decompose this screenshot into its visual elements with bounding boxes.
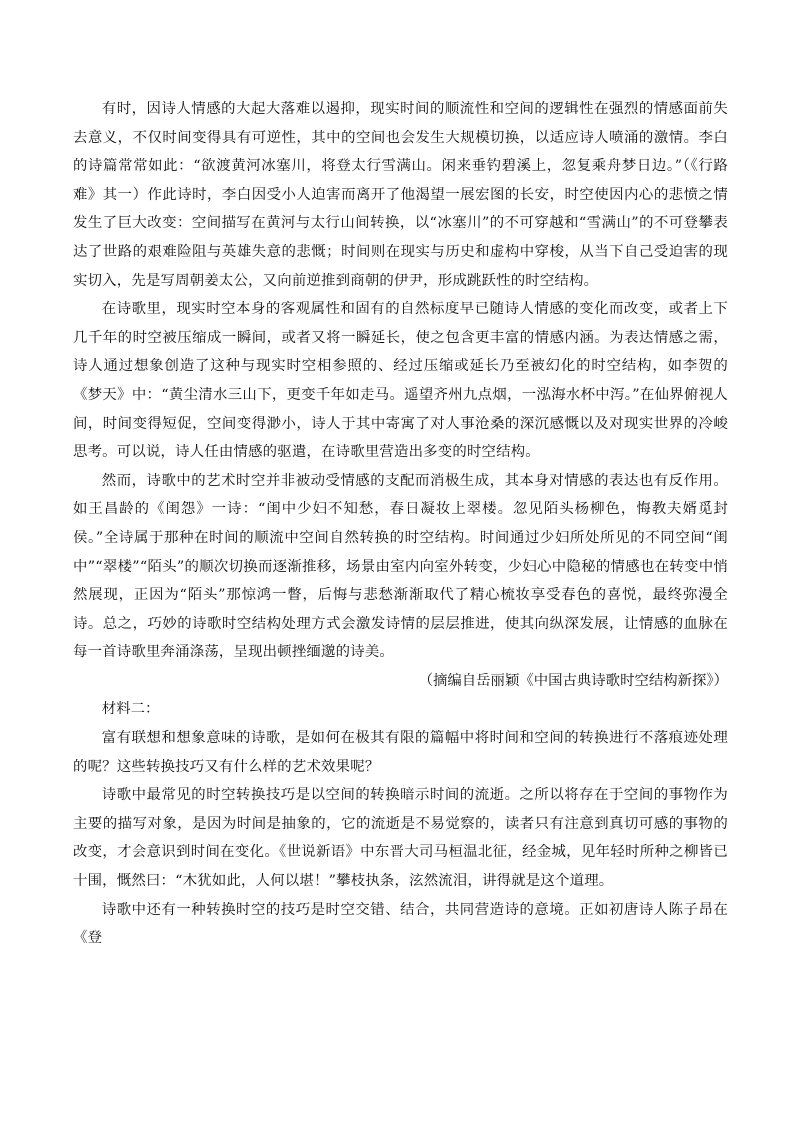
paragraph-6: 诗歌中还有一种转换时空的技巧是时空交错、结合，共同营造诗的意境。正如初唐诗人陈子昂在《登 [73,901,728,947]
source-citation: （摘编自岳丽颖《中国古典诗歌时空结构新探》） [418,672,728,689]
paragraph-5: 诗歌中最常见的时空转换技巧是以空间的转换暗示时间的流逝。之所以将存在于空间的事物作为主要的描写对象，是因为时间是抽象的，它的流逝是不易觉察的，读者只有注意到真切可感的事物的改变，才会意识到时间在变化。《世说新语》中东晋大司马桓温北征，经金城，见年轻时所种之柳皆已十围，慨然曰：“木犹如此，人何以堪！”攀枝执条，泫然流泪，讲得就是这个道理。 [73,787,728,890]
paragraph-2: 在诗歌里，现实时空本身的客观属性和固有的自然标度早已随诗人情感的变化而改变，或者上下几千年的时空被压缩成一瞬间，或者又将一瞬延长，使之包含更丰富的情感内涵。为表达情感之需，诗人通过想象创造了这种与现实时空相参照的、经过压缩或延长乃至被幻化的时空结构，如李贺的《梦天》中：“黄尘清水三山下，更变千年如走马。遥望齐州九点烟，一泓海水杯中泻。”在仙界俯视人间，时间变得短促，空间变得渺小，诗人于其中寄寓了对人事沧桑的深沉感慨以及对现实世界的冷峻思考。可以说，诗人任由情感的驱遣，在诗歌里营造出多变的时空结构。 [73,301,728,461]
paragraph-4: 富有联想和想象意味的诗歌，是如何在极其有限的篇幅中将时间和空间的转换进行不落痕迹处理的呢？这些转换技巧又有什么样的艺术效果呢？ [73,730,728,775]
document-page [73,95,728,953]
paragraph-3: 然而，诗歌中的艺术时空并非被动受情感的支配而消极生成，其本身对情感的表达也有反作用。如王昌龄的《闺怨》一诗：“闺中少妇不知愁，春日凝妆上翠楼。忽见陌头杨柳色，悔教夫婿觅封侯。”全诗属于那种在时间的顺流中空间自然转换的时空结构。时间通过少妇所处所见的不同空间“闺中”“翠楼”“陌头”的顺次切换而逐渐推移，场景由室内向室外转变，少妇心中隐秘的情感也在转变中悄然展现，正因为“陌头”那惊鸿一瞥，后悔与悲愁渐渐取代了精心梳妆享受春色的喜悦，最终弥漫全诗。总之，巧妙的诗歌时空结构处理方式会激发诗情的层层推进，使其向纵深发展，让情感的血脉在每一首诗歌里奔涌涤荡，呈现出顿挫缅邈的诗美。 [73,472,728,661]
material-2-heading: 材料二： [101,701,160,718]
paragraph-1: 有时，因诗人情感的大起大落难以遏抑，现实时间的顺流性和空间的逻辑性在强烈的情感面前失去意义，不仅时间变得具有可逆性，其中的空间也会发生大规模切换，以适应诗人喷涌的激情。李白的诗篇常常如此：“欲渡黄河冰塞川，将登太行雪满山。闲来垂钓碧溪上，忽复乘舟梦日边。”（《行路难》其一）作此诗时，李白因受小人迫害而离开了他渴望一展宏图的长安，时空使因内心的悲愤之情发生了巨大改变：空间描写在黄河与太行山间转换，以“冰塞川”的不可穿越和“雪满山”的不可登攀表达了世路的艰难险阻与英雄失意的悲慨；时间则在现实与历史和虚构中穿梭，从当下自己受迫害的现实切入，先是写周朝姜太公，又向前逆推到商朝的伊尹，形成跳跃性的时空结构。 [73,101,728,289]
